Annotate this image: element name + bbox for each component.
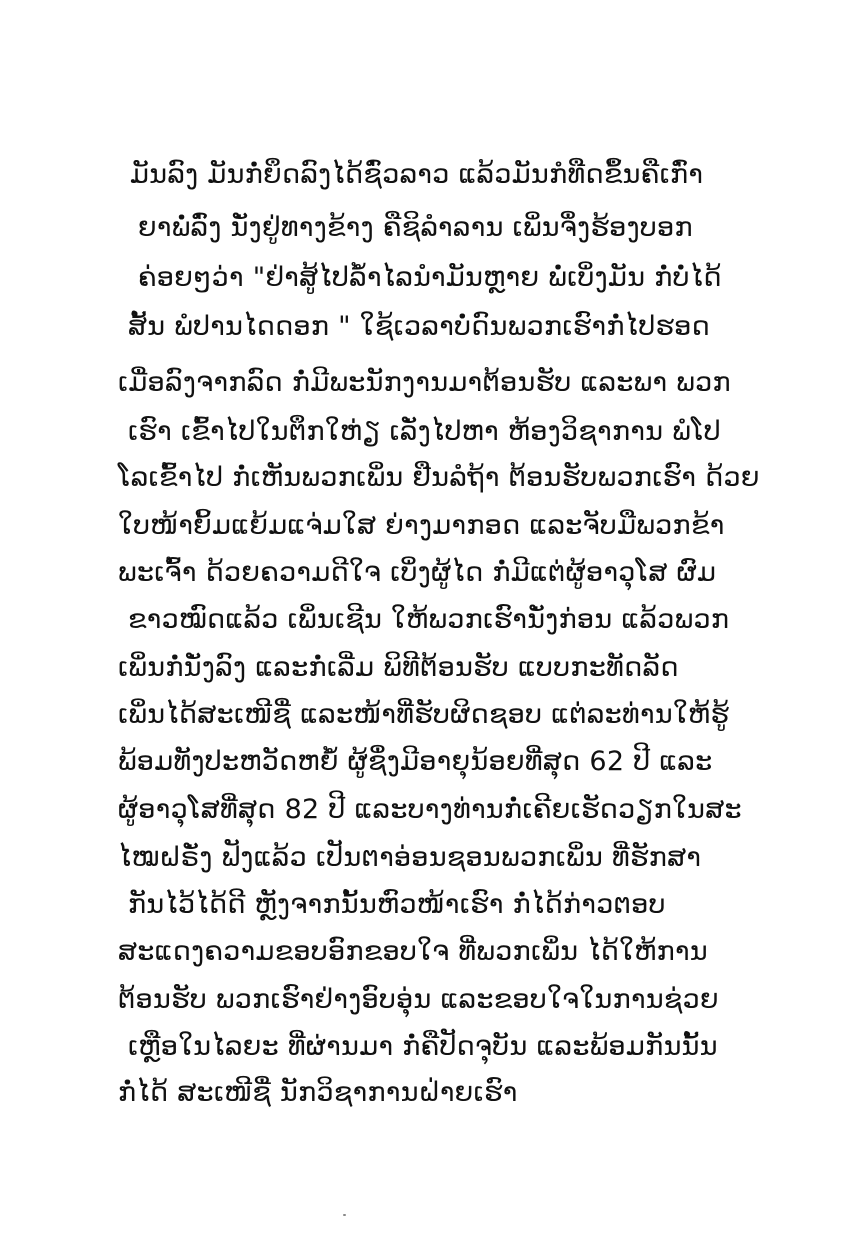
text-line: ສະແດງຄວາມຂອບອົກຂອບໃຈ ທີ່ພວກເພິ່ນ ໄດ້ໃຫ້ການ [118, 936, 708, 967]
text-line: ເມື່ອລົງຈາກລົດ ກໍ່ມີພະນັກງານມາຕ້ອນຮັບ ແລະພາ ພວກ [118, 367, 731, 398]
text-line: ເຫຼືອໃນໄລຍະ ທີ່ຜ່ານມາ ກໍ່ຄືປັດຈຸບັນ ແລະພ້ອມກັນນັ້ນ [128, 1031, 718, 1062]
text-line: ເພິ່ນກໍ່ນັ່ງລົງ ແລະກໍ່ເລີ່ມ ພິທີຕ້ອນຮັບ ແບບກະທັດລັດ [118, 652, 679, 683]
scan-speck [343, 1214, 346, 1216]
text-line: ຜູ້ອາວຸໂສທີ່ສຸດ 82 ປີ ແລະບາງທ່ານກໍ່ເຄີຍເຮັດວຽກໃນສະ [118, 794, 742, 825]
text-line: ພ້ອມທັງປະຫວັດຫຍໍ້ ຜູ້ຊຶ່ງມີອາຍຸນ້ອຍທີ່ສຸດ 62 ປີ ແລະ [118, 746, 713, 777]
text-line: ມັນລົງ ມັນກໍ່ຍຶດລົງໄດ້ຊົ່ວລາວ ແລ້ວມັນກໍທືດຂຶ້ນຄືເກົ່າ [130, 159, 704, 190]
text-line: ກໍ່ໄດ້ ສະເໜີຊື່ ນັກວິຊາການຝ່າຍເຮົາ [118, 1077, 518, 1108]
text-line: ເພິ່ນໄດ້ສະເໜີຊື່ ແລະໜ້າທີ່ຮັບຜິດຊອບ ແຕ່ລະທ່ານໃຫ້ຮູ້ [118, 699, 730, 730]
text-line: ໄໝຝຣັ່ງ ຟັງແລ້ວ ເປັນຕາອ່ອນຊອນພວກເພິ່ນ ທີ່ຮັກສາ [118, 842, 702, 873]
text-line: ຂາວໝົດແລ້ວ ເພິ່ນເຊີນ ໃຫ້ພວກເຮົານັ່ງກ່ອນ ແລ້ວພວກ [128, 604, 730, 635]
text-line: ສັ້ນ ພໍປານໄດດອກ " ໃຊ້ເວລາບໍ່ດົນພວກເຮົາກໍ່ໄປຮອດ [128, 311, 711, 342]
text-line: ຍາພໍ່ລົ່ງ ນັ່ງຢູ່ທາງຂ້າງ ຄືຊິລຳລານ ເພິ່ນຈຶ່ງຮ້ອງບອກ [138, 212, 693, 243]
text-line: ກັນໄວ້ໄດ້ດີ ຫຼັງຈາກນັ້ນຫົວໜ້າເຮົາ ກໍ່ໄດ້ກ່າວຕອບ [128, 889, 666, 920]
text-line: ຕ້ອນຮັບ ພວກເຮົາຢ່າງອົບອຸ່ນ ແລະຂອບໃຈໃນການຊ່ວຍ [118, 984, 719, 1015]
text-line: ຄ່ອຍໆວ່າ "ຢ່າສູ້ໄປລໍ້າໄລນຳມັນຫຼາຍ ພໍ່ເບິ່ງມັນ ກໍ່ບໍ່ໄດ້ [138, 262, 722, 293]
text-line: ໂລເຂົ້າໄປ ກໍ່ເຫັນພວກເພິ່ນ ຢືນລໍຖ້າ ຕ້ອນຮັບພວກເຮົາ ດ້ວຍ [118, 462, 760, 493]
text-line: ພະເຈົ້າ ດ້ວຍຄວາມດີໃຈ ເບິ່ງຜູ້ໄດ ກໍ່ມີແຕ່ຜູ້ອາວຸໂສ ຜົມ [118, 557, 717, 588]
text-line: ໃບໜ້າຍິ້ມແຍ້ມແຈ່ມໃສ ຍ່າງມາກອດ ແລະຈັບມືພວກຂ້າ [118, 510, 725, 541]
text-line: ເຮົາ ເຂົ້າໄປໃນຕຶກໃຫ່ຽ ເລັ່ງໄປຫາ ຫ້ອງວິຊາການ ພໍໂປ [128, 416, 721, 447]
